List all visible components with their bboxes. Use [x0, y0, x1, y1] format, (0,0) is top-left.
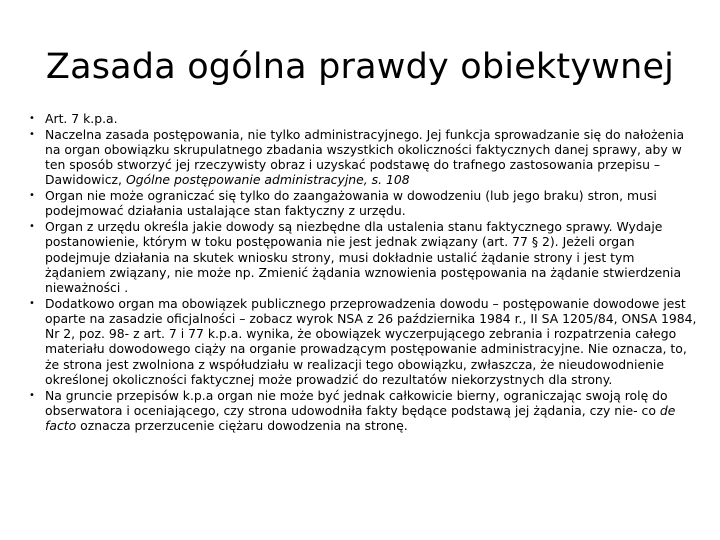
bullet-item — [29, 388, 697, 434]
slide-title: Zasada ogólna prawdy obiektywnej — [45, 47, 675, 87]
bullet-dot-icon: • — [29, 389, 35, 401]
bullet-text: Dodatkowo organ ma obowiązek publicznego przeprowadzenia dowodu – postępowanie dowodowe jest oparte na zasadzie oficjalności – zobacz wyrok NSA z 26 października 1984 r., II SA 1205/84, ONSA 1984, Nr 2, poz. 98- z art. 7 i 77 k.p.a. wynika, że obowiązek wyczerpującego zebrania i rozpatrzenia całego materiału dowodowego ciąży na organie prowadzącym postępowanie administracyjne. Nie oznacza, to, że strona jest zwolniona z współudziału w realizacji tego obowiązku, zwłaszcza, że nieudowodnienie określonej okoliczności faktycznej może prowadzić do rezultatów niekorzystnych dla strony. — [45, 295, 697, 387]
bullet-dot-icon: • — [29, 221, 35, 233]
bullet-item — [29, 111, 697, 126]
bullet-dot-icon: • — [29, 297, 35, 309]
bullet-item — [29, 219, 697, 295]
bullet-dot-icon: • — [29, 190, 35, 202]
bullet-dot-icon: • — [29, 113, 35, 124]
bullet-text: Na gruncie przepisów k.p.a organ nie może być jednak całkowicie bierny, ograniczając swoją rolę do obserwatora i oceniającego, czy strona udowodniła fakty będące podstawą jej żądania, czy nie- co — [45, 387, 668, 418]
bullet-item — [29, 127, 697, 188]
bullet-italic-text: Ogólne postępowanie administracyjne, s. 108 — [125, 172, 410, 188]
bullet-text-after: oznacza przerzucenie ciężaru dowodzenia na stronę. — [76, 418, 408, 434]
bullet-italic-text: de facto — [45, 402, 676, 434]
bullet-list — [29, 111, 697, 434]
bullet-text: Naczelna zasada postępowania, nie tylko administracyjnego. Jej funkcja sprowadzanie się do nałożenia na organ obowiązku skrupulatnego zbadania wszystkich okoliczności faktycznych danej sprawy, aby w ten sposób stworzyć jej rzeczywisty obraz i uzyskać podstawę do trafnego zastosowania przepisu – Dawidowicz, — [45, 126, 685, 188]
bullet-item — [29, 188, 697, 218]
bullet-item — [29, 296, 697, 387]
bullet-text: Organ nie może ograniczać się tylko do zaangażowania w dowodzeniu (lub jego braku) stron, musi podejmować działania ustalające stan faktyczny z urzędu. — [45, 188, 657, 219]
bullet-text: Organ z urzędu określa jakie dowody są niezbędne dla ustalenia stanu faktycznego sprawy. Wydaje postanowienie, którym w toku postępowania nie jest jednak związany (art. 77 § 2). Jeżeli organ podejmuje działania na skutek wniosku strony, musi dokładnie ustalić żądanie strony i jest tym żądaniem związany, nie może np. Zmienić żądania wznowienia postępowania na żądanie stwierdzenia nieważności . — [45, 219, 682, 296]
bullet-text: Art. 7 k.p.a. — [45, 111, 118, 126]
bullet-dot-icon: • — [29, 128, 35, 140]
